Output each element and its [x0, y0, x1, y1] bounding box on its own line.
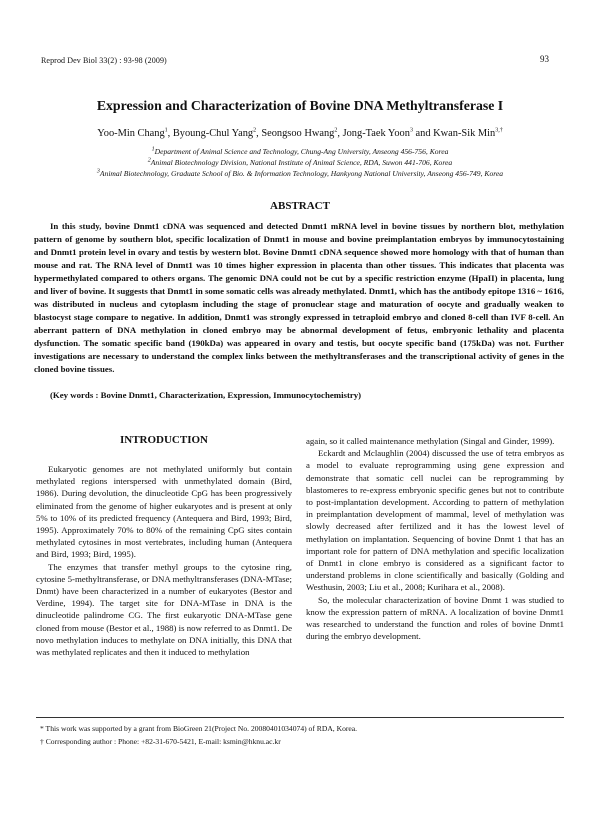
- intro-paragraph: Eukaryotic genomes are not methylated uniformly but contain methylated regions interspersed with unmethylated domain (Bird, 1986). During devolution, the dinucleotide CpG has been progressively eliminated from the genome of higher eukaryotes and is present at only 5% to 10% of its predicted frequency (Antequera and Bird, 1993; Bird, 1995). Approximately 70% to 80% of the remaining CpG sites contain methylated cytosines in most vertebrates, including human (Antequera and Bird, 1993; Bird, 1995).: [36, 464, 292, 560]
- affiliation-text: Animal Biotechnology, Graduate School of Bio. & Information Technology, Hankyong National University, Anseong 456-749, Korea: [99, 169, 504, 178]
- page-number: 93: [540, 54, 549, 64]
- affiliation-2: [20, 158, 580, 168]
- corresponding-author-footnote: † Corresponding author : Phone: +82-31-670-5421, E-mail: ksmin@hknu.ac.kr: [40, 737, 281, 746]
- keywords: (Key words : Bovine Dnmt1, Characterization, Expression, Immunocytochemistry): [50, 390, 362, 400]
- footnote-divider: [36, 717, 564, 718]
- intro-paragraph: Eckardt and Mclaughlin (2004) discussed the use of tetra embryos as a model to evaluate reprogramming using gene expression and demonstrate that somatic cell nuclei can be reprogramming by blastomeres to re-express embryonic specific genes but not to contribute to post-implantation development. According to pattern of methylation in preimplantation development of mammal, level of methylation was slowly decreased after fertilized and it has the lowest level of methylation on implantation. Sequencing of bovine Dnmt 1 that has an important role for pattern of DNA methylation and specific localization of Dnmt1 in clone embryo is considered as a significant factor to understand problems in clone scientifically and basically (Golding and Westhusin, 2003; Liu et al., 2008; Kurihara et al., 2008).: [306, 448, 564, 593]
- affiliation-sup: 2: [147, 157, 151, 164]
- affiliation-3: [20, 169, 580, 179]
- affiliation-sup: 1: [151, 146, 155, 153]
- introduction-heading: INTRODUCTION: [119, 434, 208, 446]
- affiliation-1: [20, 147, 580, 157]
- abstract-heading: ABSTRACT: [270, 200, 330, 212]
- author-sup: 3,†: [495, 127, 503, 134]
- author-sup: 2: [253, 127, 257, 134]
- journal-citation: Reprod Dev Biol 33(2) : 93-98 (2009): [41, 56, 167, 65]
- author-sup: 3: [409, 127, 413, 134]
- author-sup: 2: [334, 127, 338, 134]
- intro-paragraph: The enzymes that transfer methyl groups to the cytosine ring, cytosine 5-methyltransferase, or DNA methyltransferases (DNA-MTase; Dnmt) have been characterized in a number of eukaryotes (Bestor and Verdine, 1994). The target site for DNA-MTase in DNA is the dinucleotide palindrome CG. The first eukaryotic DNA-MTase gene cloned from mouse (Bestor et al., 1988) is now referred to as Dnmt1. De novo methylation induces to methylate on DNA initially, this DNA that was methylated replicates and then it induced to methylation: [36, 561, 292, 658]
- author-name: Kwan-Sik Min: [433, 128, 496, 139]
- affiliation-text: Department of Animal Science and Technology, Chung-Ang University, Anseong 456-756, Korea: [154, 147, 449, 156]
- left-column: [36, 463, 292, 658]
- affiliation-sup: 3: [96, 168, 100, 175]
- right-column: [306, 435, 564, 642]
- abstract-text: In this study, bovine Dnmt1 cDNA was sequenced and detected Dnmt1 mRNA level in bovine tissues by northern blot, methylation pattern of genome by southern blot, specific localization of Dnmt1 in mouse and bovine preimplantation embryos by immunocytostaining and Dnmt1 protein level in ovary and testis by western blot. Bovine Dnmt1 cDNA sequence showed more homology with that of human than mouse and rat. The RNA level of Dnmt1 was 10 times higher expression in placenta than other tissues. This indicates that placenta was hypermethylated compared to others organs. The genomic DNA could not be cut by a specific restriction enzyme (HpaII) in placenta, lung and liver of bovine. It suggests that Dnmt1 in some somatic cells was already methylated. Dnmt1, which has the antibody epitope 1316 ~ 1616, was distributed in nucleus and cytoplasm including the stage of pronuclear stage and maturation of oocyte and gradually weaken to blastocyst stage compare to negative. In addition, Dnmt1 was strongly expressed in tetraploid embryo and cloned 8-cell than IVF 8-cell. An aberrant pattern of DNA methylation in cloned embryo may be abnormal development of fetus, embryonic lethality and placenta dysfunction. The somatic specific band (190kDa) was appeared in ovary and testis, but oocyte specific band (175kDa) was not. Further investigations are necessary to understand the complex links between the methyltransferases and the transcriptional activity of genes in the cloned bovine tissues.: [34, 221, 564, 374]
- affiliation-text: Animal Biotechnology Division, National Institute of Animal Science, RDA, Suwon 441-706, Korea: [150, 158, 453, 167]
- intro-paragraph: So, the molecular characterization of bovine Dnmt 1 was studied to know the expression pattern of mRNA. A localization of bovine Dnmt1 was researched to understand the function and roles of bovine Dnmt1 during the embryo development.: [306, 594, 564, 642]
- paper-title: Expression and Characterization of Bovine DNA Methyltransferase I: [96, 98, 504, 113]
- funding-footnote: * This work was supported by a grant from BioGreen 21(Project No. 20080401034074) of RDA, Korea.: [40, 724, 358, 733]
- author-name: Byoung-Chul Yang: [172, 128, 254, 139]
- author-name: Jong-Taek Yoon: [342, 128, 410, 139]
- intro-paragraph: again, so it called maintenance methylation (Singal and Ginder, 1999).: [306, 436, 555, 446]
- author-list: Yoo-Min Chang$^1$, Byoung-Chul Yang$^2$, Seongsoo Hwang$^2$, Jong-Taek Yoon$^3$ and Kwan-Sik Min$^{3,\dagger}$: [97, 127, 503, 139]
- author-name: Seongsoo Hwang: [261, 128, 335, 139]
- author-sup: 1: [164, 127, 168, 134]
- author-name: Yoo-Min Chang: [97, 128, 165, 139]
